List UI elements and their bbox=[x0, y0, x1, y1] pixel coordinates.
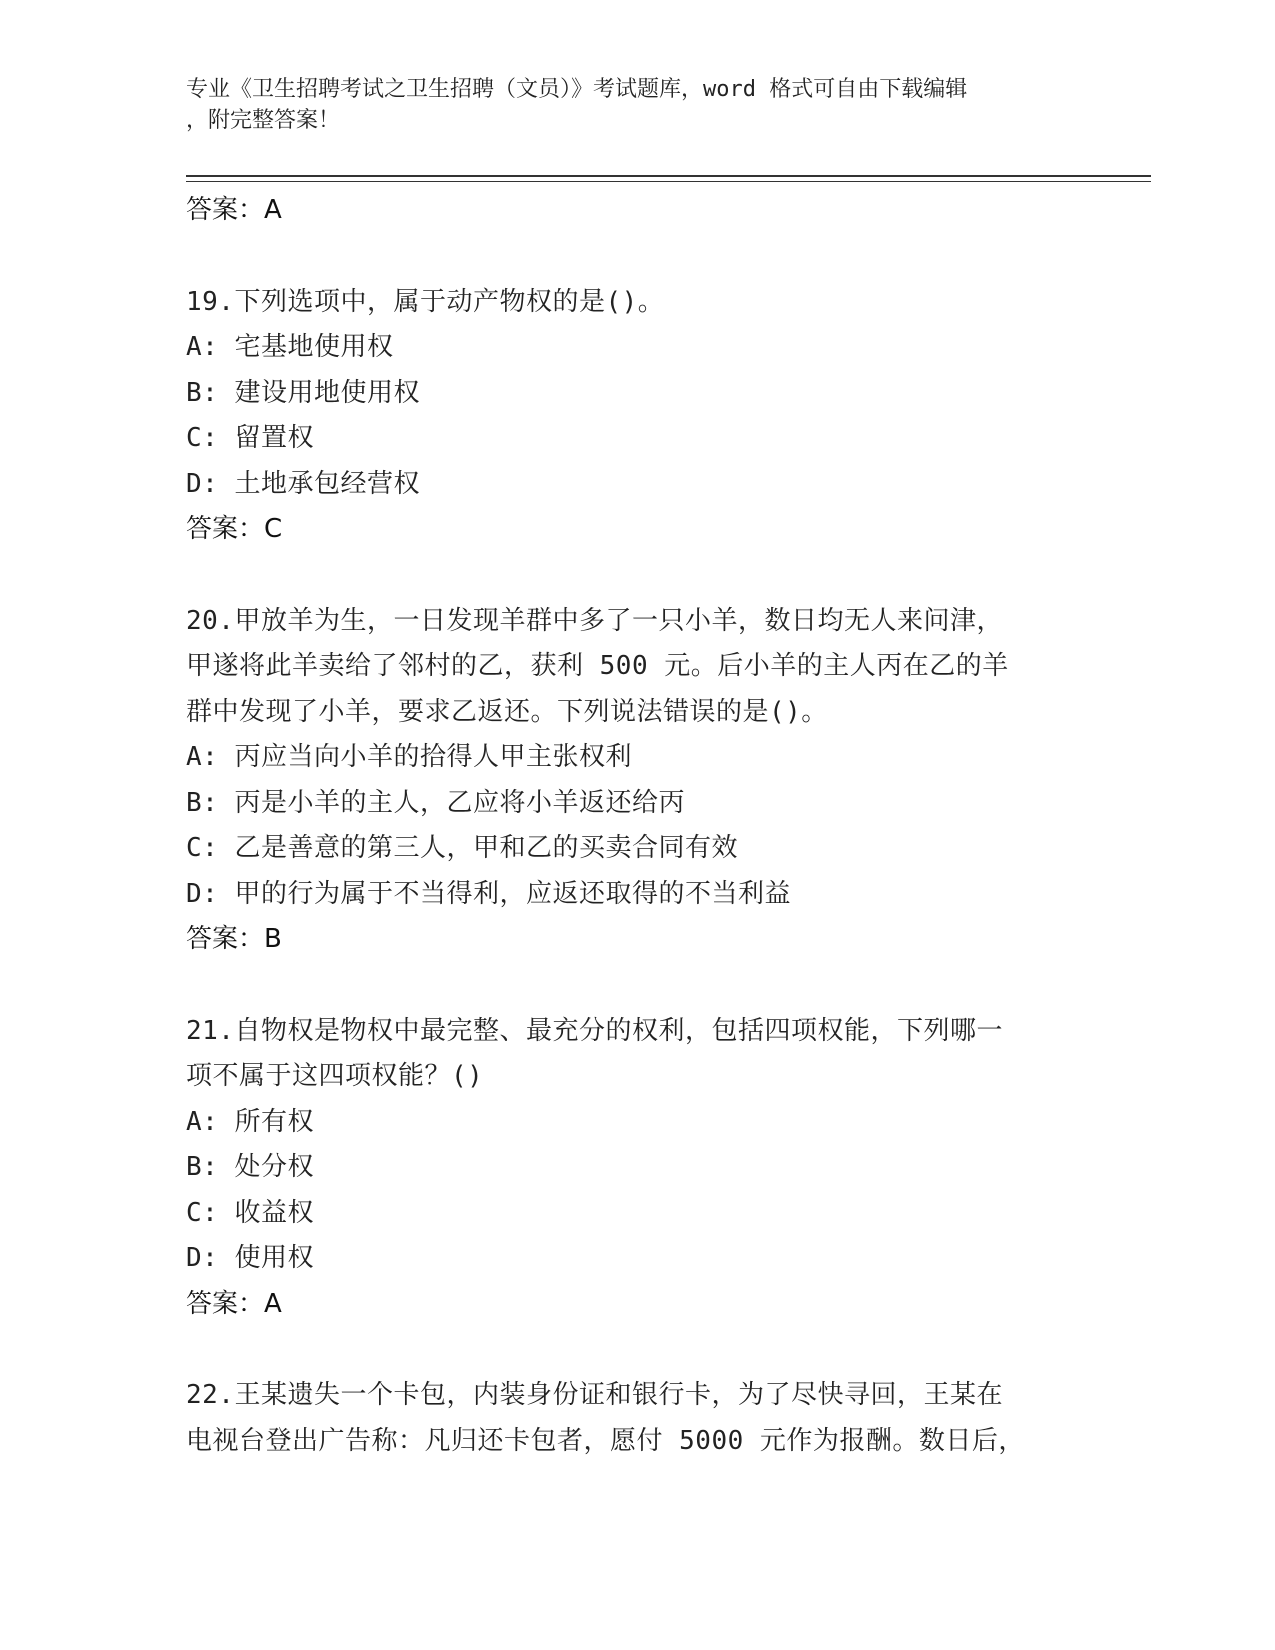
option-a: A: 宅基地使用权 bbox=[186, 332, 394, 362]
option-d: D: 使用权 bbox=[186, 1243, 314, 1273]
question-stem: 甲遂将此羊卖给了邻村的乙，获利 500 元。后小羊的主人丙在乙的羊 bbox=[186, 651, 1009, 681]
question-stem: 群中发现了小羊，要求乙返还。下列说法错误的是()。 bbox=[186, 696, 828, 727]
question-list bbox=[186, 188, 1086, 1464]
option-a: A: 丙应当向小羊的拾得人甲主张权利 bbox=[186, 742, 632, 772]
answer-19: 答案：C bbox=[186, 514, 283, 544]
option-b: B: 处分权 bbox=[186, 1152, 314, 1182]
question-stem: 21.自物权是物权中最完整、最充分的权利，包括四项权能，下列哪一 bbox=[186, 1015, 1003, 1046]
question-stem: 电视台登出广告称：凡归还卡包者，愿付 5000 元作为报酬。数日后， bbox=[186, 1425, 1025, 1456]
spacer bbox=[186, 234, 1086, 280]
spacer bbox=[186, 963, 1086, 1009]
option-b: B: 建设用地使用权 bbox=[186, 377, 420, 408]
header-line-2: ，附完整答案！ bbox=[186, 108, 341, 133]
option-d: D: 土地承包经营权 bbox=[186, 468, 420, 499]
question-20 bbox=[186, 599, 1086, 963]
header-divider-thin bbox=[186, 181, 1151, 182]
spacer bbox=[186, 1327, 1086, 1373]
question-stem: 22.王某遗失一个卡包，内装身份证和银行卡，为了尽快寻回，王某在 bbox=[186, 1380, 1003, 1410]
question-stem: 19.下列选项中，属于动产物权的是()。 bbox=[186, 286, 665, 317]
question-19 bbox=[186, 280, 1086, 553]
answer-21: 答案：A bbox=[186, 1288, 282, 1319]
question-stem: 项不属于这四项权能？() bbox=[186, 1061, 484, 1091]
option-b: B: 丙是小羊的主人，乙应将小羊返还给丙 bbox=[186, 787, 685, 818]
option-c: C: 乙是善意的第三人，甲和乙的买卖合同有效 bbox=[186, 833, 738, 863]
question-21 bbox=[186, 1009, 1086, 1328]
question-stem: 20.甲放羊为生，一日发现羊群中多了一只小羊，数日均无人来问津， bbox=[186, 605, 1003, 636]
question-22 bbox=[186, 1373, 1086, 1464]
answer-20: 答案：B bbox=[186, 924, 282, 954]
header-line-1: 专业《卫生招聘考试之卫生招聘（文员）》考试题库，word 格式可自由下载编辑 bbox=[186, 77, 968, 102]
answer-18: 答案：A bbox=[186, 195, 282, 225]
option-d: D: 甲的行为属于不当得利，应返还取得的不当利益 bbox=[186, 878, 791, 909]
page-header bbox=[186, 74, 1086, 136]
option-a: A: 所有权 bbox=[186, 1106, 314, 1137]
option-c: C: 收益权 bbox=[186, 1197, 314, 1228]
header-divider-thick bbox=[186, 175, 1151, 177]
spacer bbox=[186, 553, 1086, 599]
option-c: C: 留置权 bbox=[186, 423, 314, 453]
